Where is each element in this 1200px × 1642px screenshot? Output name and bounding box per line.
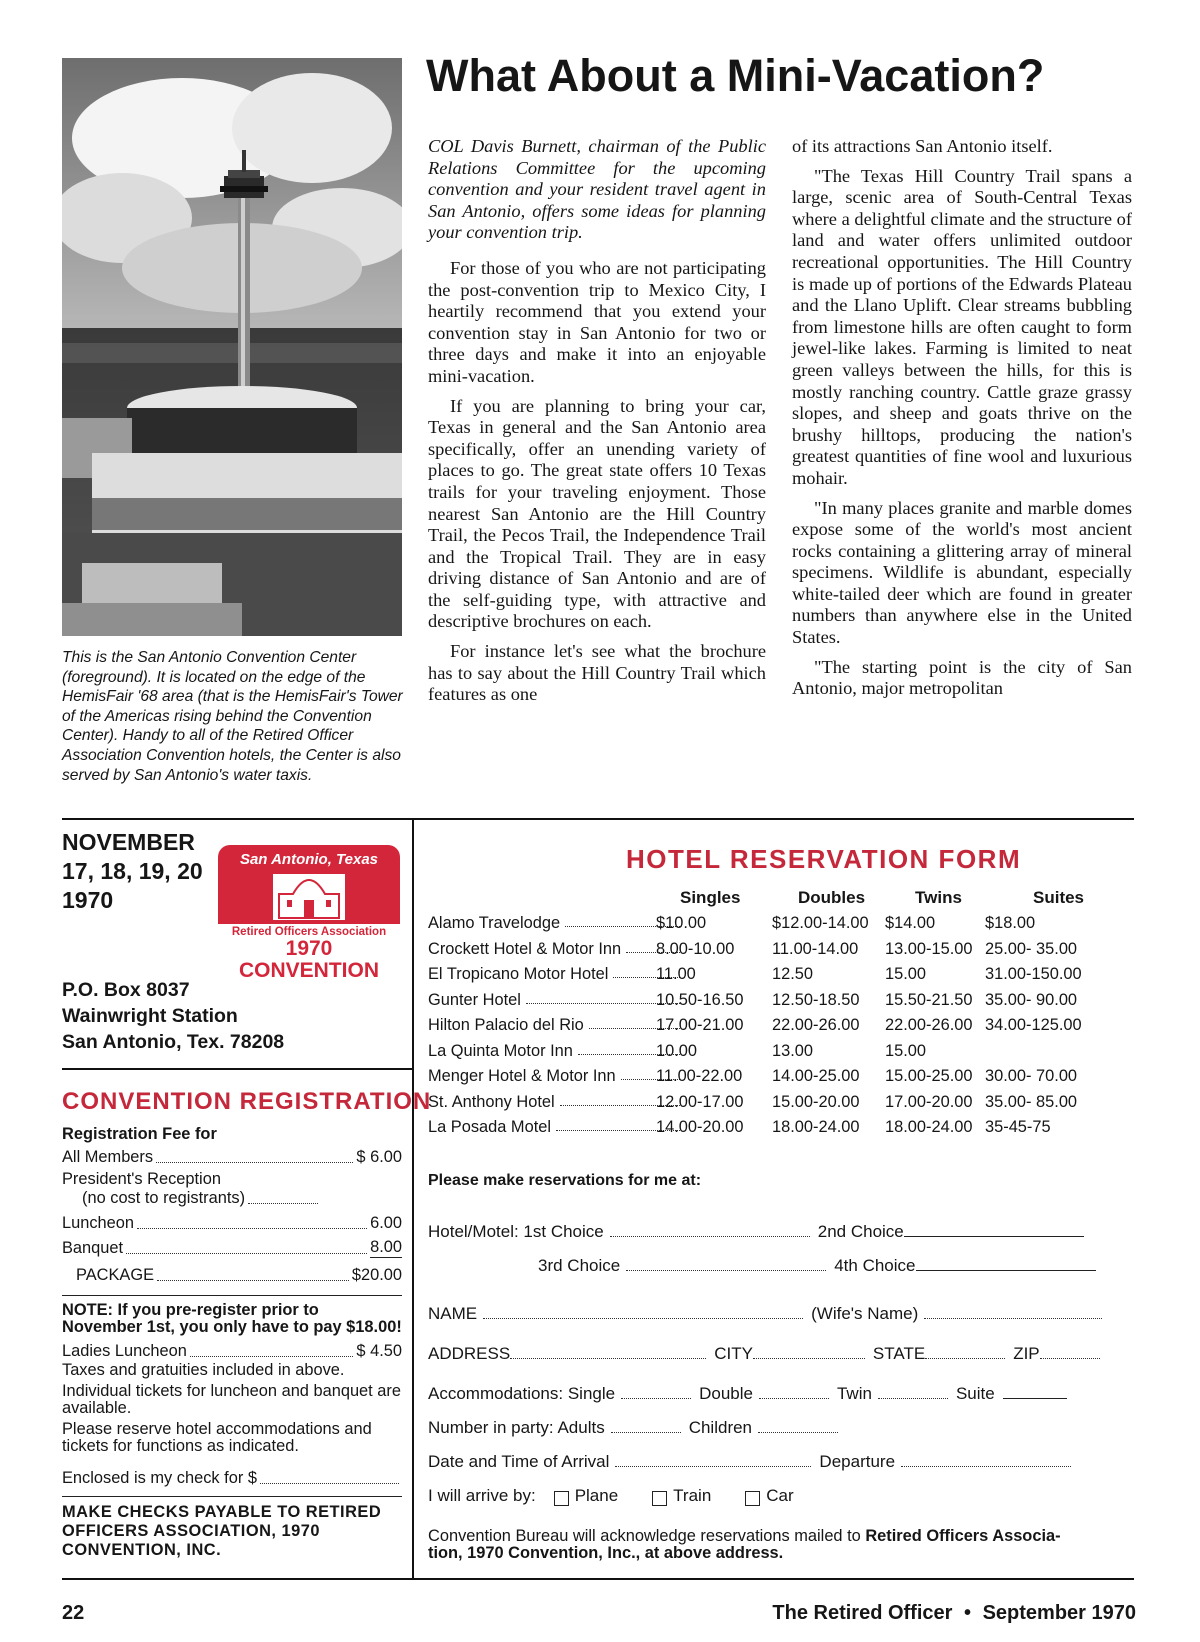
hotel-name: La Posada Motel	[428, 1118, 552, 1136]
rate-doubles: 14.00-25.00	[772, 1067, 860, 1085]
fee-row: (no cost to registrants)	[62, 1189, 402, 1208]
paragraph: "In many places granite and marble domes expose some of the world's most ancient rocks containing a glittering array of mineral specimens. Wildlife is abundant, especially white-tailed deer which are found in greater numbers than anywhere else in the United States.	[792, 497, 1132, 648]
rate-suites: 35.00- 85.00	[985, 1092, 1078, 1111]
hotel-row	[428, 1067, 1138, 1093]
tickets-note: Individual tickets for luncheon and banquet are available.	[62, 1382, 401, 1417]
hotel-row	[428, 991, 1138, 1017]
rate-twins: 22.00-26.00	[885, 1016, 973, 1034]
reserve-note: Please reserve hotel accommodations and tickets for functions as indicated.	[62, 1420, 372, 1455]
rate-twins: 17.00-20.00	[885, 1092, 973, 1111]
hotel-row	[428, 1093, 1138, 1119]
hotel-name: Alamo Travelodge	[428, 914, 561, 932]
rate-suites: 35-45-75	[985, 1118, 1051, 1136]
address-row[interactable]: ADDRESS CITY STATE ZIP	[428, 1344, 1100, 1364]
rate-twins: 15.50-21.50	[885, 990, 973, 1009]
arrival-row[interactable]: Date and Time of Arrival Departure	[428, 1452, 1071, 1472]
rate-suites: 31.00-150.00	[985, 965, 1082, 983]
hotel-row	[428, 914, 1138, 940]
rate-suites: 35.00- 90.00	[985, 990, 1078, 1009]
rate-twins: 18.00-24.00	[885, 1118, 973, 1136]
rate-singles: 10.00	[656, 1041, 698, 1060]
rate-suites: 34.00-125.00	[985, 1016, 1082, 1034]
col-header-doubles: Doubles	[798, 888, 866, 907]
article-column-1	[428, 136, 766, 714]
alamo-icon	[273, 874, 345, 920]
col-header-twins: Twins	[915, 888, 962, 907]
hotel-name: El Tropicano Motor Hotel	[428, 965, 609, 983]
rate-doubles: 13.00	[772, 1041, 814, 1060]
hotel-name: Gunter Hotel	[428, 990, 521, 1009]
registration-form	[62, 1125, 402, 1560]
hotel-form-title: HOTEL RESERVATION FORM	[626, 844, 1022, 874]
article-intro: COL Davis Burnett, chairman of the Public Relations Committee for the upcoming convention and your resident travel agent in San Antonio, offers some ideas for planning your convention trip.	[428, 136, 766, 243]
hotel-row	[428, 1118, 1138, 1144]
paragraph: "The starting point is the city of San Antonio, major metropolitan	[792, 656, 1132, 699]
rate-singles: 11.00	[656, 965, 696, 983]
car-checkbox[interactable]	[745, 1491, 760, 1506]
fee-row: PACKAGE $20.00	[76, 1266, 402, 1284]
rate-suites: $18.00	[985, 914, 1036, 932]
rate-singles: 14.00-20.00	[656, 1118, 744, 1136]
magazine-footer: The Retired Officer • September 1970	[772, 1602, 1136, 1624]
plane-checkbox[interactable]	[554, 1491, 569, 1506]
paragraph: "The Texas Hill Country Trail spans a large, scenic area of South-Central Texas where a delightful climate and the structure of land and water offers unlimited outdoor recreational opportunities. The Hill Country is made up of portions of the Edwards Plateau and the Llano Uplift. Clear streams bubbling from limestone hills are often caught to form jewel-like lakes. Farming is limited to neat green valleys between the hills, for this is mostly ranching country. Cattle graze grassy slopes, and sheep and goats thrive on the brushy hilltops, producing the nation's greatest quantities of fine wool and luxurious mohair.	[792, 165, 1132, 488]
photo-caption: This is the San Antonio Convention Center (foreground). It is located on the edge of the HemisFair '68 area (that is the HemisFair's Tower of the Americas rising behind the Convention Center). Handy to all of the Retired Officer Association Convention hotels, the Center is also served by San Antonio's water taxis.	[62, 649, 403, 784]
registration-title: CONVENTION REGISTRATION	[62, 1088, 432, 1115]
rate-singles: 10.50-16.50	[656, 990, 744, 1009]
convention-center-photo	[62, 58, 402, 636]
paragraph: For those of you who are not participating the post-convention trip to Mexico City, I heartily recommend that you extend your convention stay in San Antonio for two or three days and make it into an enjoyable mini-vacation.	[428, 257, 766, 386]
rate-doubles: 22.00-26.00	[772, 1016, 860, 1034]
rate-doubles: 15.00-20.00	[772, 1092, 860, 1111]
rate-doubles: 12.50	[772, 965, 814, 983]
taxes-note: Taxes and gratuities included in above.	[62, 1361, 345, 1379]
rate-suites: 25.00- 35.00	[985, 939, 1078, 958]
train-checkbox[interactable]	[652, 1491, 667, 1506]
hotel-name: Hilton Palacio del Rio	[428, 1016, 584, 1034]
col-header-suites: Suites	[1033, 888, 1085, 907]
rate-doubles: 12.50-18.50	[772, 990, 860, 1009]
fee-row: Luncheon 6.00	[62, 1214, 402, 1232]
rate-twins: 13.00-15.00	[885, 939, 973, 958]
party-row[interactable]: Number in party: Adults Children	[428, 1418, 846, 1438]
rate-singles: 8.00-10.00	[656, 939, 735, 958]
tower-of-americas-image	[62, 58, 402, 636]
rate-singles: $10.00	[656, 914, 707, 932]
hotel-name: Crockett Hotel & Motor Inn	[428, 939, 622, 958]
rate-twins: 15.00	[885, 965, 927, 983]
fee-row: Banquet 8.00	[62, 1238, 402, 1257]
check-amount-field[interactable]: Enclosed is my check for $	[62, 1469, 402, 1488]
footer-divider	[62, 1578, 1134, 1580]
fee-row: Ladies Luncheon $ 4.50	[62, 1342, 402, 1360]
rate-twins: 15.00	[885, 1041, 927, 1060]
hotel-row	[428, 1042, 1138, 1068]
vertical-divider	[412, 820, 414, 1578]
hotel-row	[428, 965, 1138, 991]
article-headline: What About a Mini-Vacation?	[426, 50, 1045, 101]
left-divider	[62, 1068, 412, 1070]
rate-doubles: $12.00-14.00	[772, 914, 869, 932]
rate-singles: 12.00-17.00	[656, 1092, 744, 1111]
section-divider	[62, 818, 1134, 820]
convention-badge: San Antonio, Texas Retired Officers Association 1970 CONVENTION	[218, 845, 400, 985]
arrive-by-row: I will arrive by: Plane Train Car	[428, 1486, 794, 1505]
payable-note: MAKE CHECKS PAYABLE TO RETIRED OFFICERS ASSOCIATION, 1970 CONVENTION, INC.	[62, 1503, 382, 1559]
rate-twins: $14.00	[885, 914, 936, 932]
convention-dates: NOVEMBER 17, 18, 19, 20 1970	[62, 829, 203, 913]
choice-row-2[interactable]: 3rd Choice 4th Choice	[538, 1256, 1096, 1276]
hotel-name: La Quinta Motor Inn	[428, 1041, 573, 1060]
paragraph: For instance let's see what the brochure has to say about the Hill Country Trail which features as one	[428, 641, 766, 705]
mailing-address: P.O. Box 8037 Wainwright Station San Antonio, Tex. 78208	[62, 979, 285, 1053]
hotel-row	[428, 940, 1138, 966]
col-header-singles: Singles	[680, 888, 741, 907]
page-number: 22	[62, 1602, 85, 1624]
hotel-row	[428, 1016, 1138, 1042]
paragraph: If you are planning to bring your car, Texas in general and the San Antonio area specifically, offer an unending variety of places to go. The great state offers 10 Texas trails for your traveling enjoyment. Those nearest San Antonio are the Hill Country Trail, the Pecos Trail, the Independence Trail and the Tropical Trail. They are in easy driving distance of San Antonio and are of the self-guiding type, with attractive and descriptive brochures on each.	[428, 395, 766, 632]
choice-row-1[interactable]: Hotel/Motel: 1st Choice 2nd Choice	[428, 1222, 1084, 1242]
hotel-rate-table	[428, 914, 1138, 1144]
fee-heading: Registration Fee for	[62, 1125, 217, 1143]
rate-singles: 11.00-22.00	[656, 1067, 743, 1085]
rate-suites: 30.00- 70.00	[985, 1067, 1078, 1085]
reception-label: President's Reception	[62, 1170, 221, 1188]
name-row[interactable]: NAME (Wife's Name)	[428, 1304, 1102, 1324]
hotel-name: Menger Hotel & Motor Inn	[428, 1067, 616, 1085]
paragraph: of its attractions San Antonio itself.	[792, 136, 1053, 156]
rate-singles: 17.00-21.00	[656, 1016, 744, 1034]
rate-doubles: 11.00-14.00	[772, 939, 859, 958]
hotel-name: St. Anthony Hotel	[428, 1092, 555, 1111]
please-label: Please make reservations for me at:	[428, 1172, 702, 1189]
fee-row: All Members $ 6.00	[62, 1148, 402, 1166]
accommodations-row[interactable]: Accommodations: Single Double Twin Suite	[428, 1384, 1067, 1404]
pre-register-note: NOTE: If you pre-register prior to November 1st, you only have to pay $18.00!	[62, 1301, 402, 1336]
article-column-2	[792, 136, 1132, 708]
rate-twins: 15.00-25.00	[885, 1067, 973, 1085]
rate-doubles: 18.00-24.00	[772, 1118, 860, 1136]
bureau-note: Convention Bureau will acknowledge reservations mailed to Retired Officers Associa- tion, 1970 Convention, Inc., at above address.	[428, 1527, 1061, 1562]
